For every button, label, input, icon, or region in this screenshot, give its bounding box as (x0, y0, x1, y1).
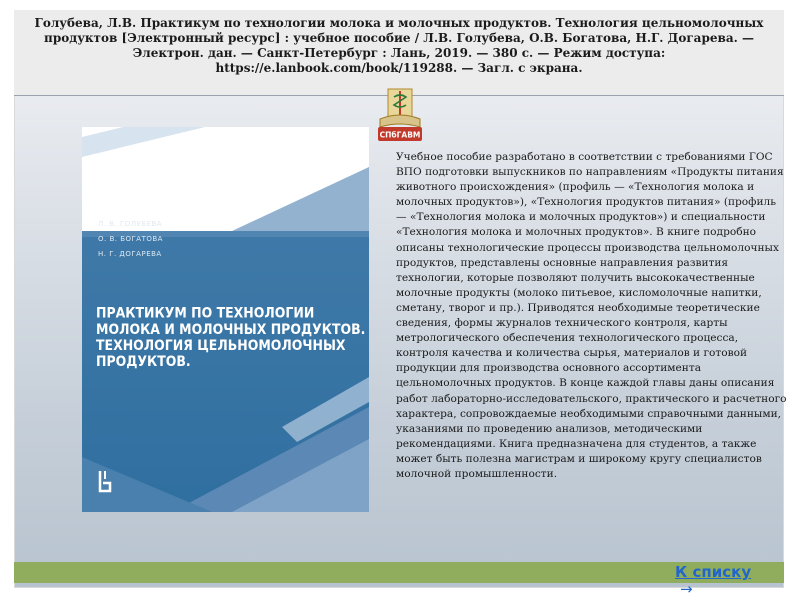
slide-frame (14, 10, 787, 588)
logo-emblem-icon (374, 83, 426, 149)
cover-title: ПРАКТИКУМ ПО ТЕХНОЛОГИИ МОЛОКА И МОЛОЧНЫХ ПРОДУКТОВ. ТЕХНОЛОГИЯ ЦЕЛЬНОМОЛОЧНЫХ ПРОДУКТОВ. (96, 303, 366, 370)
cover-author: О. В. БОГАТОВА (98, 235, 163, 243)
cover-author: Л. В. ГОЛУБЕВА (98, 220, 163, 228)
publisher-logo-icon (96, 469, 114, 495)
back-to-list-link[interactable]: К списку (675, 563, 752, 581)
cover-author: Н. Г. ДОГАРЕВА (98, 250, 162, 258)
citation-text: Голубева, Л.В. Практикум по технологии молока и молочных продуктов. Технология цельномолочных продуктов [Электронный ресурс] : учебное пособие / Л.В. Голубева, О.В. Богатова, Н.Г. Догарева. — Электрон. дан. — Санкт-Петербург : Лань, 2019. — 380 с. — Режим доступа: https://e.lanbook.com/book/119288. — Загл. с экрана. (34, 16, 764, 75)
logo-text: СПбГАВМ (379, 130, 421, 140)
book-description: Учебное пособие разработано в соответствии с требованиями ГОС ВПО подготовки выпускников по направлениям «Продукты питания животного происхождения» (профиль — «Технология молока и молочных продуктов»), «Технология продуктов питания» (профиль — «Технология молока и молочных продуктов») и специальности «Технология молока и молочных продуктов». В книге подробно описаны технологические процессы производства цельномолочных продуктов, представлены основные направления развития технологии, которые позволяют получить высококачественные молочные продукты (молоко питьевое, кисломолочные напитки, сметану, творог и пр.). Приводятся необходимые теоретические сведения, формы журналов технического контроля, карты метрологического обеспечения технологического процесса, контроля качества и количества сырья, материалов и готовой продукции для производства основного ассортимента цельномолочных продуктов. В конце каждой главы даны описания работ лабораторно-исследовательского, практического и расчетного характера, сопровождаемые необходимыми справочными данными, указаниями по проведению анализов, методическими рекомендациями. Книга предназначена для студентов, а также может быть полезна магистрам и широкому кругу специалистов молочной промышленности. (396, 151, 787, 480)
university-logo (374, 83, 426, 149)
book-cover (82, 127, 369, 512)
footer-bar (14, 562, 784, 583)
arrow-right-icon[interactable]: → (680, 580, 693, 598)
cover-authors (98, 217, 298, 262)
